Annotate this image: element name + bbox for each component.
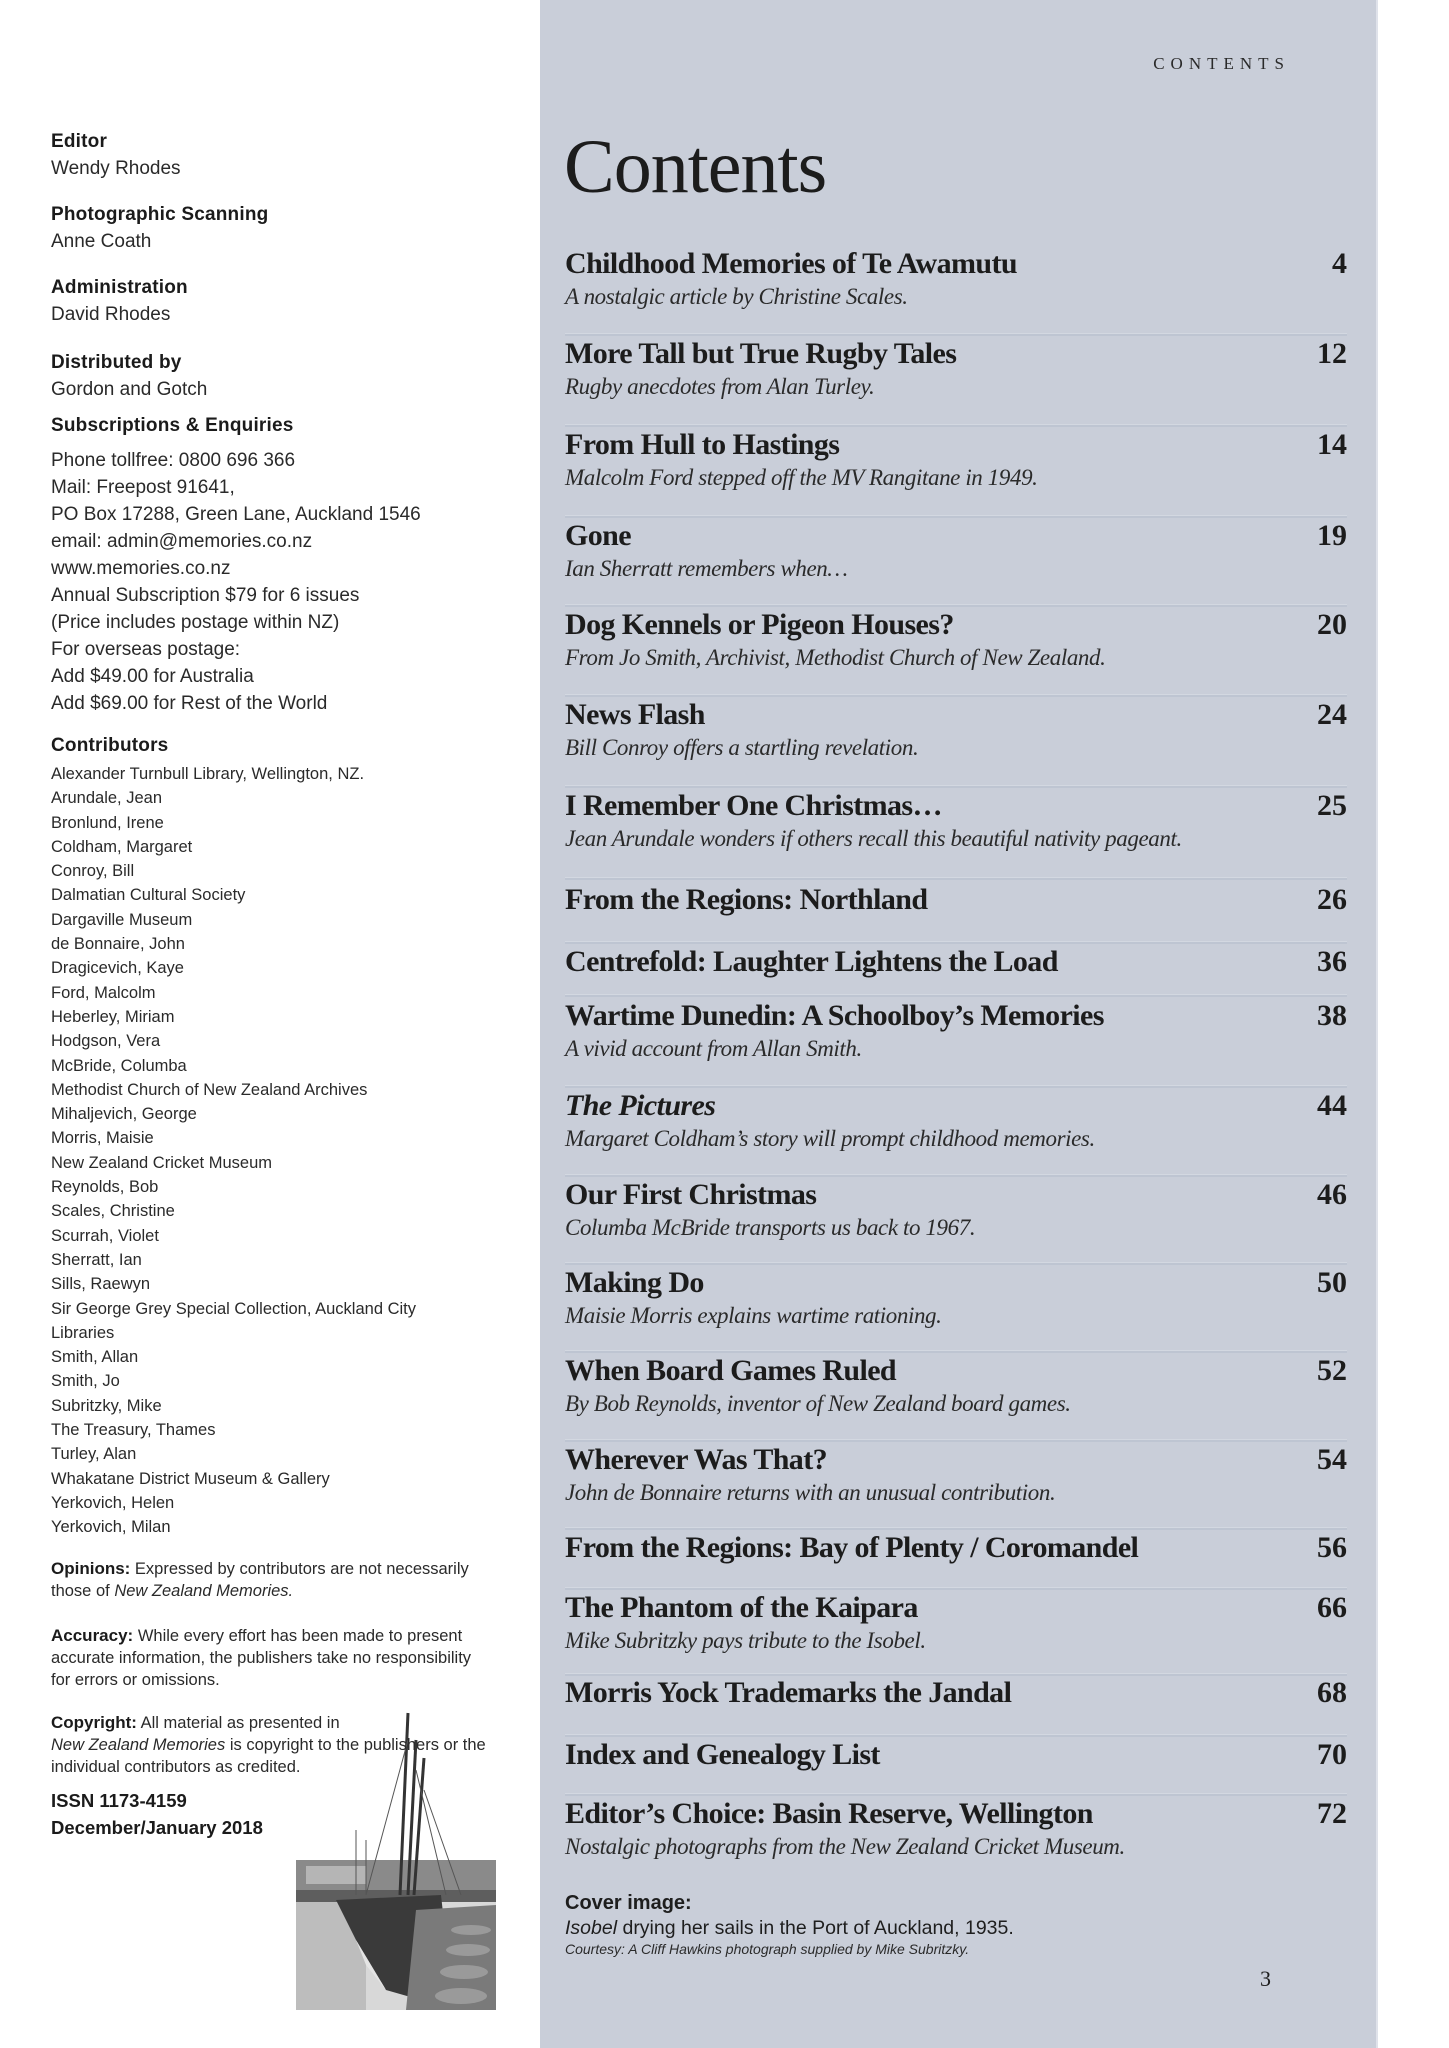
contents-entry[interactable]: [565, 697, 1347, 763]
contributor-item: Yerkovich, Helen: [51, 1493, 175, 1512]
contributor-item: Morris, Maisie: [51, 1129, 154, 1148]
copyright-note: [51, 1712, 491, 1778]
contributor-item: Heberley, Miriam: [51, 1007, 175, 1026]
entry-description: Nostalgic photographs from the New Zealand Cricket Museum.: [565, 1834, 1125, 1859]
entry-page-number: 52: [1317, 1354, 1347, 1387]
contributor-item: Arundale, Jean: [51, 789, 162, 808]
contributor-item: Subritzky, Mike: [51, 1396, 162, 1415]
contributor-item: Smith, Jo: [51, 1372, 120, 1391]
contributor-item: Mihaljevich, George: [51, 1105, 197, 1124]
entry-divider: [565, 1527, 1347, 1530]
contributor-item: Scales, Christine: [51, 1202, 175, 1221]
entry-divider: [565, 1793, 1347, 1796]
distributed-name: Gordon and Gotch: [51, 379, 208, 400]
entry-divider: [565, 1085, 1347, 1088]
entry-title[interactable]: Index and Genealogy List: [565, 1738, 880, 1771]
running-head: CONTENTS: [1153, 54, 1290, 73]
contributor-item: New Zealand Cricket Museum: [51, 1153, 272, 1172]
issn: ISSN 1173-4159: [51, 1790, 187, 1811]
editor-name: Wendy Rhodes: [51, 158, 181, 179]
entry-title[interactable]: From the Regions: Northland: [565, 883, 928, 916]
entry-description: Bill Conroy offers a startling revelation.: [565, 735, 919, 760]
entry-title[interactable]: Childhood Memories of Te Awamutu: [565, 247, 1017, 280]
entry-title[interactable]: From Hull to Hastings: [565, 428, 840, 461]
contributor-item: McBride, Columba: [51, 1056, 187, 1075]
distributed-label: Distributed by: [51, 352, 182, 373]
contributor-item: Smith, Allan: [51, 1348, 139, 1367]
contributor-item: Libraries: [51, 1323, 115, 1342]
contents-entry[interactable]: [565, 944, 1347, 980]
contributor-item: Dalmatian Cultural Society: [51, 886, 246, 905]
copyright-label: Copyright:: [51, 1713, 137, 1732]
contents-entry[interactable]: [565, 1796, 1347, 1862]
entry-description: Ian Sherratt remembers when…: [565, 556, 848, 581]
entry-divider: [565, 333, 1347, 336]
cover-italic: Isobel: [565, 1917, 618, 1939]
entry-divider: [565, 1673, 1347, 1676]
entry-divider: [565, 515, 1347, 518]
admin-label: Administration: [51, 277, 188, 298]
issn-block: [51, 1787, 263, 1841]
entry-title[interactable]: I Remember One Christmas…: [565, 789, 942, 822]
contributor-item: Sills, Raewyn: [51, 1275, 151, 1294]
entry-page-number: 66: [1317, 1591, 1347, 1624]
entry-description: Maisie Morris explains wartime rationing.: [565, 1303, 942, 1328]
entry-page-number: 26: [1317, 883, 1347, 916]
editor-label: Editor: [51, 131, 108, 152]
entry-description: Mike Subritzky pays tribute to the Isobel.: [565, 1628, 926, 1653]
entry-page-number: 56: [1317, 1531, 1347, 1564]
opinions-text: Expressed by contributors are not necessarily those of: [51, 1560, 469, 1600]
entry-title[interactable]: News Flash: [565, 698, 705, 731]
contributor-item: Whakatane District Museum & Gallery: [51, 1469, 330, 1488]
entry-page-number: 20: [1317, 608, 1347, 641]
copyright-italic: New Zealand Memories: [51, 1736, 226, 1754]
entry-title[interactable]: Editor’s Choice: Basin Reserve, Wellington: [565, 1797, 1093, 1830]
contributor-item: Turley, Alan: [51, 1445, 137, 1464]
entry-divider: [565, 1262, 1347, 1265]
entry-description: A vivid account from Allan Smith.: [565, 1036, 862, 1061]
subs-line: Add $69.00 for Rest of the World: [51, 693, 328, 714]
entry-title[interactable]: Wherever Was That?: [565, 1443, 827, 1476]
entry-title[interactable]: Morris Yock Trademarks the Jandal: [565, 1676, 1012, 1709]
subs-line: For overseas postage:: [51, 639, 241, 660]
accuracy-text: While every effort has been made to present accurate information, the publishers take no responsibility for errors or omissions.: [51, 1627, 472, 1689]
contents-entry[interactable]: [565, 1737, 1347, 1773]
contributors-label: Contributors: [51, 735, 169, 756]
entry-page-number: 25: [1317, 789, 1347, 822]
contents-entry[interactable]: [565, 1088, 1347, 1154]
contributor-item: Sherratt, Ian: [51, 1250, 142, 1269]
cover-label: Cover image:: [565, 1892, 692, 1914]
contributor-item: Reynolds, Bob: [51, 1178, 159, 1197]
entry-divider: [565, 694, 1347, 697]
entry-title[interactable]: Gone: [565, 519, 631, 552]
subs-line: (Price includes postage within NZ): [51, 612, 340, 633]
entry-page-number: 46: [1317, 1178, 1347, 1211]
subs-line: Mail: Freepost 91641,: [51, 477, 235, 498]
entry-page-number: 44: [1317, 1089, 1347, 1122]
entry-divider: [565, 424, 1347, 427]
entry-page-number: 50: [1317, 1266, 1347, 1299]
subs-line: Phone tollfree: 0800 696 366: [51, 450, 296, 471]
opinions-italic: New Zealand Memories.: [114, 1582, 294, 1600]
entry-divider: [565, 1587, 1347, 1590]
entry-description: From Jo Smith, Archivist, Methodist Church of New Zealand.: [565, 645, 1106, 670]
contents-entry[interactable]: [565, 998, 1347, 1064]
opinions-note: [51, 1558, 491, 1602]
opinions-label: Opinions:: [51, 1559, 131, 1578]
contents-entry[interactable]: [565, 246, 1347, 312]
entry-title[interactable]: Making Do: [565, 1266, 704, 1299]
contents-entry[interactable]: [565, 1590, 1347, 1656]
contents-entry[interactable]: [565, 1675, 1347, 1711]
cover-description: drying her sails in the Port of Auckland, 1935.: [622, 1917, 1014, 1939]
entry-description: Columba McBride transports us back to 1967.: [565, 1215, 976, 1240]
subs-line: Add $49.00 for Australia: [51, 666, 254, 687]
contributor-item: Dragicevich, Kaye: [51, 959, 184, 978]
contributor-item: Yerkovich, Milan: [51, 1518, 171, 1537]
copyright-text: All material as presented in: [140, 1714, 340, 1732]
contributors-list: [51, 762, 416, 1540]
accuracy-label: Accuracy:: [51, 1626, 134, 1645]
cover-credit: Courtesy: A Cliff Hawkins photograph supplied by Mike Subritzky.: [565, 1941, 970, 1957]
contributor-item: Bronlund, Irene: [51, 813, 164, 832]
entry-page-number: 4: [1332, 247, 1347, 280]
entry-page-number: 54: [1317, 1443, 1347, 1476]
contents-entry[interactable]: [565, 427, 1347, 493]
subs-line: Annual Subscription $79 for 6 issues: [51, 585, 360, 606]
contents-entry[interactable]: [565, 1177, 1347, 1243]
entry-divider: [565, 1439, 1347, 1442]
subs-line: PO Box 17288, Green Lane, Auckland 1546: [51, 504, 421, 525]
entry-title[interactable]: More Tall but True Rugby Tales: [565, 337, 957, 370]
contents-entry[interactable]: [565, 336, 1347, 402]
entry-divider: [565, 1350, 1347, 1353]
entry-page-number: 12: [1317, 337, 1347, 370]
entry-title[interactable]: Wartime Dunedin: A Schoolboy’s Memories: [565, 999, 1104, 1032]
entry-page-number: 19: [1317, 519, 1347, 552]
contributor-item: Conroy, Bill: [51, 862, 135, 881]
entry-title[interactable]: Our First Christmas: [565, 1178, 817, 1211]
entry-description: Margaret Coldham’s story will prompt childhood memories.: [565, 1126, 1095, 1151]
entry-page-number: 36: [1317, 945, 1347, 978]
entry-page-number: 24: [1317, 698, 1347, 731]
entry-description: By Bob Reynolds, inventor of New Zealand board games.: [565, 1391, 1071, 1416]
copyright-text-2: is copyright to the publishers or the individual contributors as credited.: [51, 1736, 486, 1776]
contributor-item: de Bonnaire, John: [51, 935, 185, 954]
contents-entry[interactable]: [565, 882, 1347, 918]
entry-page-number: 38: [1317, 999, 1347, 1032]
entry-title[interactable]: Centrefold: Laughter Lightens the Load: [565, 945, 1058, 978]
entry-page-number: 72: [1317, 1797, 1347, 1830]
contents-entry[interactable]: [565, 1265, 1347, 1331]
entry-description: Jean Arundale wonders if others recall this beautiful nativity pageant.: [565, 826, 1182, 851]
accuracy-note: [51, 1625, 491, 1691]
entry-divider: [565, 1734, 1347, 1737]
contributor-item: Alexander Turnbull Library, Wellington, NZ.: [51, 765, 365, 783]
contributor-item: Coldham, Margaret: [51, 837, 193, 856]
website-link[interactable]: www.memories.co.nz: [51, 558, 231, 579]
admin-name: David Rhodes: [51, 304, 171, 325]
entry-page-number: 70: [1317, 1738, 1347, 1771]
email-link[interactable]: email: admin@memories.co.nz: [51, 531, 313, 552]
entry-title[interactable]: The Phantom of the Kaipara: [565, 1591, 918, 1624]
page-number: 3: [1260, 1966, 1271, 1991]
page-title: Contents: [564, 125, 827, 209]
entry-description: John de Bonnaire returns with an unusual contribution.: [565, 1480, 1056, 1505]
entry-description: Rugby anecdotes from Alan Turley.: [565, 374, 875, 399]
entry-title[interactable]: From the Regions: Bay of Plenty / Coromandel: [565, 1531, 1139, 1564]
entry-page-number: 68: [1317, 1676, 1347, 1709]
entry-description: A nostalgic article by Christine Scales.: [565, 284, 908, 309]
entry-divider: [565, 941, 1347, 944]
scanning-name: Anne Coath: [51, 231, 152, 252]
contents-entry[interactable]: [565, 518, 1347, 584]
entry-page-number: 14: [1317, 428, 1347, 461]
entry-title[interactable]: The Pictures: [565, 1089, 716, 1122]
contributor-item: Sir George Grey Special Collection, Auckland City: [51, 1299, 416, 1318]
entry-description: Malcolm Ford stepped off the MV Rangitane in 1949.: [565, 465, 1038, 490]
entry-divider: [565, 604, 1347, 607]
subscriptions-label: Subscriptions & Enquiries: [51, 415, 294, 436]
cover-text: [565, 1916, 1014, 1940]
contents-entry[interactable]: [565, 788, 1347, 854]
contributor-item: Methodist Church of New Zealand Archives: [51, 1080, 368, 1099]
masthead-column: [0, 0, 540, 2048]
contents-entry[interactable]: [565, 1442, 1347, 1508]
contents-entry[interactable]: [565, 1530, 1347, 1566]
contents-entry[interactable]: [565, 1353, 1347, 1419]
entry-divider: [565, 1174, 1347, 1177]
entry-divider: [565, 877, 1347, 880]
contributor-item: Scurrah, Violet: [51, 1226, 159, 1245]
panel-edge: [1376, 0, 1378, 2048]
entry-title[interactable]: When Board Games Ruled: [565, 1354, 896, 1387]
contents-entry[interactable]: [565, 607, 1347, 673]
entry-title[interactable]: Dog Kennels or Pigeon Houses?: [565, 608, 954, 641]
contributor-item: Hodgson, Vera: [51, 1032, 161, 1051]
issue-date: December/January 2018: [51, 1817, 263, 1838]
contents-panel: [540, 0, 1376, 2048]
contributor-item: Dargaville Museum: [51, 910, 193, 929]
contributor-item: The Treasury, Thames: [51, 1421, 216, 1440]
contributor-item: Ford, Malcolm: [51, 983, 156, 1002]
scanning-label: Photographic Scanning: [51, 204, 269, 225]
cover-caption: [565, 1890, 1014, 1958]
entry-divider: [565, 994, 1347, 997]
subscription-details: [51, 447, 421, 717]
entry-divider: [565, 785, 1347, 788]
